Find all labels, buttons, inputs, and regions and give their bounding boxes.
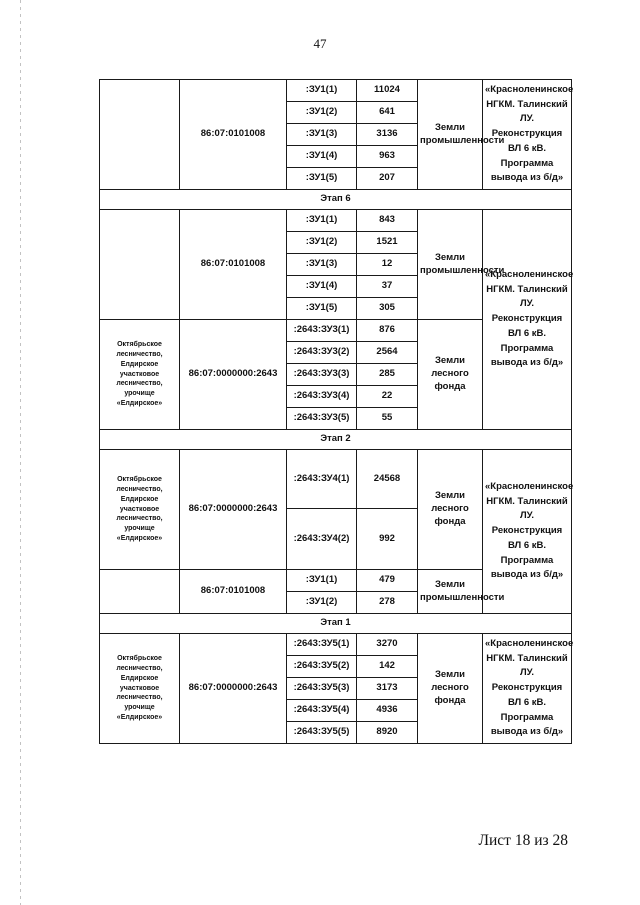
plot-cell: :2643:ЗУ3(5)	[287, 408, 357, 430]
binding-margin-line	[20, 0, 21, 905]
plot-cell: :2643:ЗУ5(1)	[287, 634, 357, 656]
area-cell: 3136	[357, 124, 418, 146]
area-cell: 876	[357, 320, 418, 342]
forest-location-cell: Октябрьское лесничество, Елдирское участковое лесничество, урочище «Елдирское»	[100, 634, 180, 744]
plot-cell: :ЗУ1(3)	[287, 254, 357, 276]
table-row	[100, 634, 572, 656]
forest-location-cell: Октябрьское лесничество, Елдирское участковое лесничество, урочище «Елдирское»	[100, 450, 180, 570]
plot-cell: :ЗУ1(4)	[287, 146, 357, 168]
location-cell-empty	[100, 570, 180, 614]
cadastral-number-cell: 86:07:0000000:2643	[180, 634, 287, 744]
cadastral-number-cell: 86:07:0101008	[180, 80, 287, 190]
area-cell: 3173	[357, 678, 418, 700]
table-row	[100, 80, 572, 102]
area-cell: 963	[357, 146, 418, 168]
stage-heading: Этап 6	[100, 190, 572, 210]
area-cell: 992	[357, 509, 418, 570]
area-cell: 3270	[357, 634, 418, 656]
land-plots-table	[99, 79, 572, 744]
stage-row	[100, 190, 572, 210]
cadastral-number-cell: 86:07:0000000:2643	[180, 320, 287, 430]
plot-cell: :2643:ЗУ5(5)	[287, 722, 357, 744]
area-cell: 479	[357, 570, 418, 592]
sheet-number-footer: Лист 18 из 28	[478, 832, 568, 849]
area-cell: 142	[357, 656, 418, 678]
forest-location-cell: Октябрьское лесничество, Елдирское участковое лесничество, урочище «Елдирское»	[100, 320, 180, 430]
plot-cell: :ЗУ1(2)	[287, 232, 357, 254]
stage-heading: Этап 1	[100, 614, 572, 634]
table-row	[100, 210, 572, 232]
area-cell: 22	[357, 386, 418, 408]
table-row	[100, 450, 572, 509]
stage-heading: Этап 2	[100, 430, 572, 450]
object-name-cell: «Красноленинское НГКМ. Талинский ЛУ. Реконструкция ВЛ 6 кВ. Программа вывода из б/д»	[483, 210, 572, 430]
area-cell: 305	[357, 298, 418, 320]
plot-cell: :2643:ЗУ3(1)	[287, 320, 357, 342]
area-cell: 8920	[357, 722, 418, 744]
plot-cell: :ЗУ1(3)	[287, 124, 357, 146]
plot-cell: :ЗУ1(1)	[287, 80, 357, 102]
page-number: 47	[313, 36, 327, 51]
land-category-cell: Земли лесного фонда	[418, 634, 483, 744]
plot-cell: :ЗУ1(5)	[287, 168, 357, 190]
land-category-cell: Земли промышленности	[418, 80, 483, 190]
land-category-cell: Земли лесного фонда	[418, 450, 483, 570]
area-cell: 843	[357, 210, 418, 232]
plot-cell: :ЗУ1(1)	[287, 570, 357, 592]
object-name-cell: «Красноленинское НГКМ. Талинский ЛУ. Реконструкция ВЛ 6 кВ. Программа вывода из б/д»	[483, 634, 572, 744]
plot-cell: :2643:ЗУ3(2)	[287, 342, 357, 364]
land-category-cell: Земли лесного фонда	[418, 320, 483, 430]
cadastral-number-cell: 86:07:0000000:2643	[180, 450, 287, 570]
area-cell: 285	[357, 364, 418, 386]
area-cell: 11024	[357, 80, 418, 102]
area-cell: 641	[357, 102, 418, 124]
area-cell: 1521	[357, 232, 418, 254]
area-cell: 37	[357, 276, 418, 298]
area-cell: 24568	[357, 450, 418, 509]
location-cell-empty	[100, 80, 180, 190]
plot-cell: :ЗУ1(2)	[287, 592, 357, 614]
plot-cell: :2643:ЗУ5(2)	[287, 656, 357, 678]
object-name-cell: «Красноленинское НГКМ. Талинский ЛУ. Реконструкция ВЛ 6 кВ. Программа вывода из б/д»	[483, 80, 572, 190]
plot-cell: :ЗУ1(2)	[287, 102, 357, 124]
area-cell: 2564	[357, 342, 418, 364]
cadastral-number-cell: 86:07:0101008	[180, 570, 287, 614]
area-cell: 278	[357, 592, 418, 614]
area-cell: 12	[357, 254, 418, 276]
plot-cell: :2643:ЗУ5(4)	[287, 700, 357, 722]
area-cell: 55	[357, 408, 418, 430]
plot-cell: :ЗУ1(4)	[287, 276, 357, 298]
land-category-cell: Земли промышленности	[418, 210, 483, 320]
plot-cell: :2643:ЗУ4(1)	[287, 450, 357, 509]
plot-cell: :2643:ЗУ3(4)	[287, 386, 357, 408]
plot-cell: :2643:ЗУ3(3)	[287, 364, 357, 386]
plot-cell: :2643:ЗУ4(2)	[287, 509, 357, 570]
plot-cell: :2643:ЗУ5(3)	[287, 678, 357, 700]
object-name-cell: «Красноленинское НГКМ. Талинский ЛУ. Реконструкция ВЛ 6 кВ. Программа вывода из б/д»	[483, 450, 572, 614]
location-cell-empty	[100, 210, 180, 320]
stage-row	[100, 430, 572, 450]
area-cell: 207	[357, 168, 418, 190]
cadastral-number-cell: 86:07:0101008	[180, 210, 287, 320]
land-category-cell: Земли промышленности	[418, 570, 483, 614]
stage-row	[100, 614, 572, 634]
plot-cell: :ЗУ1(5)	[287, 298, 357, 320]
area-cell: 4936	[357, 700, 418, 722]
plot-cell: :ЗУ1(1)	[287, 210, 357, 232]
